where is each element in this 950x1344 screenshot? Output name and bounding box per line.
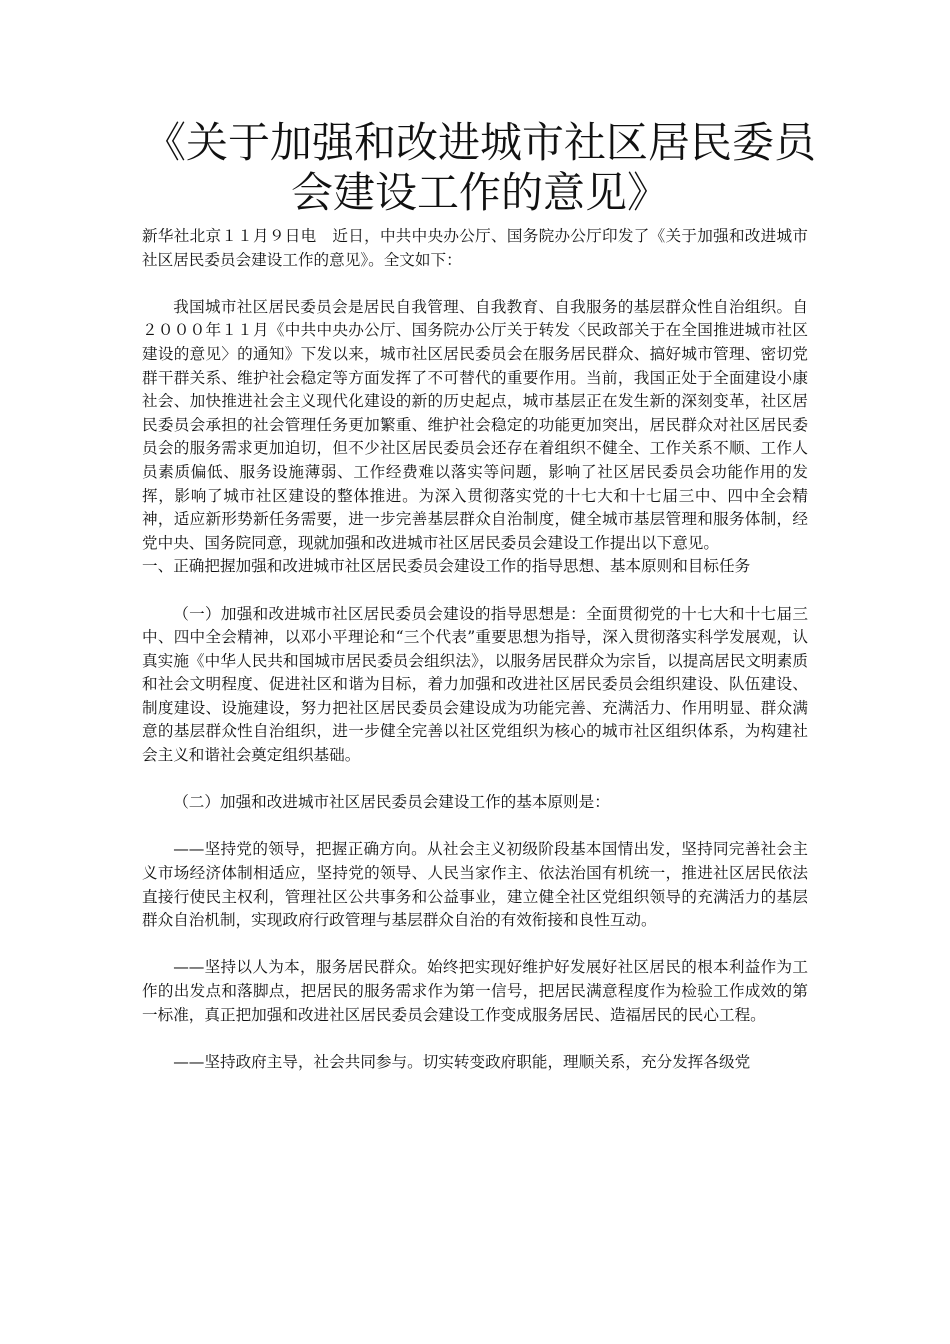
- section-heading-1: 一、正确把握加强和改进城市社区居民委员会建设工作的指导思想、基本原则和目标任务: [142, 557, 751, 576]
- paragraph-principle-government-led: ——坚持政府主导，社会共同参与。切实转变政府职能，理顺关系，充分发挥各级党: [173, 1052, 751, 1071]
- paragraph-dateline: 新华社北京１１月９日电 近日，中共中央办公厅、国务院办公厅印发了《关于加强和改进城市社区居民委员会建设工作的意见》。全文如下：: [142, 227, 808, 269]
- paragraph-basic-principles: （二）加强和改进城市社区居民委员会建设工作的基本原则是：: [173, 793, 610, 812]
- paragraph-principle-people-oriented: ——坚持以人为本，服务居民群众。始终把实现好维护好发展好社区居民的根本利益作为工作的出发点和落脚点，把居民的服务需求作为第一信号，把居民满意程度作为检验工作成效的第一标准，真正把加强和改进社区居民委员会建设工作变成服务居民、造福居民的民心工程。: [142, 958, 808, 1024]
- paragraph-intro: 我国城市社区居民委员会是居民自我管理、自我教育、自我服务的基层群众性自治组织。自２０００年１１月《中共中央办公厅、国务院办公厅关于转发〈民政部关于在全国推进城市社区建设的意见〉的通知》下发以来，城市社区居民委员会在服务居民群众、搞好城市管理、密切党群干群关系、维护社会稳定等方面发挥了不可替代的重要作用。当前，我国正处于全面建设小康社会、加快推进社会主义现代化建设的新的历史起点，城市基层正在发生新的深刻变革，社区居民委员会承担的社会管理任务更加繁重、维护社会稳定的功能更加突出，居民群众对社区居民委员会的服务需求更加迫切，但不少社区居民委员会还存在着组织不健全、工作关系不顺、工作人员素质偏低、服务设施薄弱、工作经费难以落实等问题，影响了社区居民委员会功能作用的发挥，影响了城市社区建设的整体推进。为深入贯彻落实党的十七大和十七届三中、四中全会精神，适应新形势新任务需要，进一步完善基层群众自治制度，健全城市基层管理和服务体制，经党中央、国务院同意，现就加强和改进城市社区居民委员会建设工作提出以下意见。: [142, 297, 808, 552]
- title-line-1: 《关于加强和改进城市社区居民委员: [143, 118, 816, 167]
- paragraph-principle-party-leadership: ——坚持党的领导，把握正确方向。从社会主义初级阶段基本国情出发，坚持同完善社会主义市场经济体制相适应，坚持党的领导、人民当家作主、依法治国有机统一，推进社区居民依法直接行使民主权利，管理社区公共事务和公益事业，建立健全社区党组织领导的充满活力的基层群众自治机制，实现政府行政管理与基层群众自治的有效衔接和良性互动。: [142, 840, 808, 930]
- document-body: [142, 225, 808, 1074]
- title-line-2: 会建设工作的意见》: [290, 168, 669, 217]
- paragraph-guiding-ideology: （一）加强和改进城市社区居民委员会建设的指导思想是：全面贯彻党的十七大和十七届三中、四中全会精神，以邓小平理论和“三个代表”重要思想为指导，深入贯彻落实科学发展观，认真实施《中华人民共和国城市居民委员会组织法》，以服务居民群众为宗旨，以提高居民文明素质和社会文明程度、促进社区和谐为目标，着力加强和改进社区居民委员会组织建设、队伍建设、制度建设、设施建设，努力把社区居民委员会建设成为功能完善、充满活力、作用明显、群众满意的基层群众性自治组织，进一步健全完善以社区党组织为核心的城市社区组织体系，为构建社会主义和谐社会奠定组织基础。: [142, 604, 808, 765]
- document-title: [100, 118, 860, 218]
